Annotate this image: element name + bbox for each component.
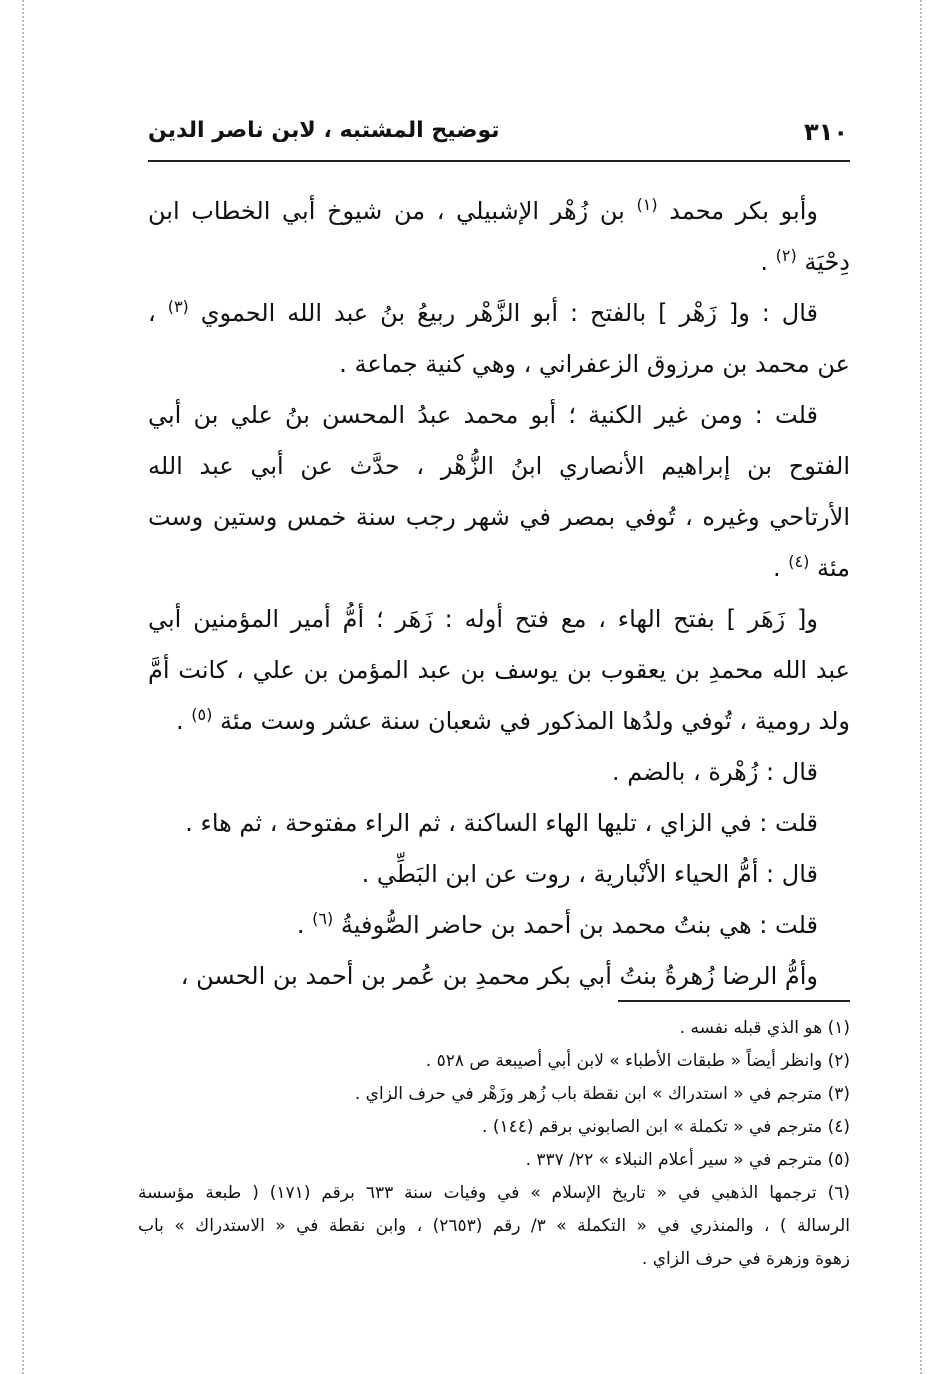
text-line: عن محمد بن مرزوق الزعفراني ، وهي كنية جماعة . [339,350,850,378]
text-line: قال : و[ زَهْر ] بالفتح : أبو الزَّهْر ربيعُ بنُ عبد الله الحموي $^{(٣)}$ ، [148,297,819,327]
text-line: قلت : هي بنتُ محمد بن أحمد بن حاضر الصُّوفيةُ $^{(٦)}$ . [296,909,818,939]
footnote-6-cont: الرسالة ) ، والمنذري في « التكملة » ٣/ رقم (٢٦٥٣) ، وابن نقطة في « الاستدراك » باب [138,1216,850,1236]
footnotes [138,1012,850,1276]
footnote-ref: (٢) [775,246,797,265]
running-title: توضيح المشتبه ، لابن ناصر الدين [148,118,500,143]
text-line: قال : زُهْرة ، بالضم . [612,758,818,786]
page-number: ٣١٠ [804,118,848,146]
footnote-ref: (٤) [788,552,810,571]
footnote-rule [618,1000,850,1002]
footnote-3: (٣) مترجم في « استدراك » ابن نقطة باب زُهر وزَهْر في حرف الزاي . [354,1084,850,1104]
header-rule [148,160,850,162]
footnote-4: (٤) مترجم في « تكملة » ابن الصابوني برقم (١٤٤) . [482,1117,850,1137]
footnote-6-end: زهوة وزهرة في حرف الزاي . [641,1249,850,1269]
text-line: عبد الله محمدِ بن يعقوب بن يوسف بن عبد المؤمن بن علي ، كانت أمَّ [148,656,850,684]
footnote-ref: (١) [636,195,658,214]
text-line: الفتوح بن إبراهيم الأنصاري ابنُ الزُّهْر ، حدَّث عن أبي عبد الله [148,452,850,480]
footnote-5: (٥) مترجم في « سير أعلام النبلاء » ٢٢/ ٣٣٧ . [525,1150,850,1170]
text-line: الأرتاحي وغيره ، تُوفي بمصر في شهر رجب سنة خمس وستين وست [148,503,850,531]
text-line: قلت : في الزاي ، تليها الهاء الساكنة ، ثم الراء مفتوحة ، ثم هاء . [185,809,818,837]
main-text [148,186,850,1002]
footnote-ref: (٥) [191,705,213,724]
text-line: ولد رومية ، تُوفي ولدُها المذكور في شعبان سنة عشر وست مئة $^{(٥)}$ . [176,705,850,735]
text-line: مئة $^{(٤)}$ . [773,552,850,582]
footnote-6: (٦) ترجمها الذهبي في « تاريخ الإسلام » في وفيات سنة ٦٣٣ برقم (١٧١) ( طبعة مؤسسة [138,1183,850,1203]
text-line: وأبو بكر محمد $^{(١)}$ بن زُهْر الإشبيلي ، من شيوخ أبي الخطاب ابن [148,195,818,225]
footnote-ref: (٦) [312,909,334,928]
page-header [148,108,848,156]
scan-edge-right [920,0,922,1374]
footnote-ref: (٣) [167,297,189,316]
footnote-2: (٢) وانظر أيضاً « طبقات الأطباء » لابن أبي أصيبعة ص ٥٢٨ . [425,1051,850,1071]
text-line: دِحْيَة $^{(٢)}$ . [760,246,850,276]
footnote-1: (١) هو الذي قبله نفسه . [679,1018,850,1038]
scan-edge-left [22,0,24,1374]
text-line: قال : أمُّ الحياء الأنْبارية ، روت عن ابن البَطِّي . [361,860,818,888]
text-line: وأمُّ الرضا زُهرةُ بنتُ أبي بكر محمدِ بن عُمر بن أحمد بن الحسن ، [180,962,818,990]
text-line: قلت : ومن غير الكنية ؛ أبو محمد عبدُ المحسن بنُ علي بن أبي [148,401,818,429]
text-line: و[ زَهَر ] بفتح الهاء ، مع فتح أوله : زَهَر ؛ أمُّ أمير المؤمنين أبي [148,605,818,633]
